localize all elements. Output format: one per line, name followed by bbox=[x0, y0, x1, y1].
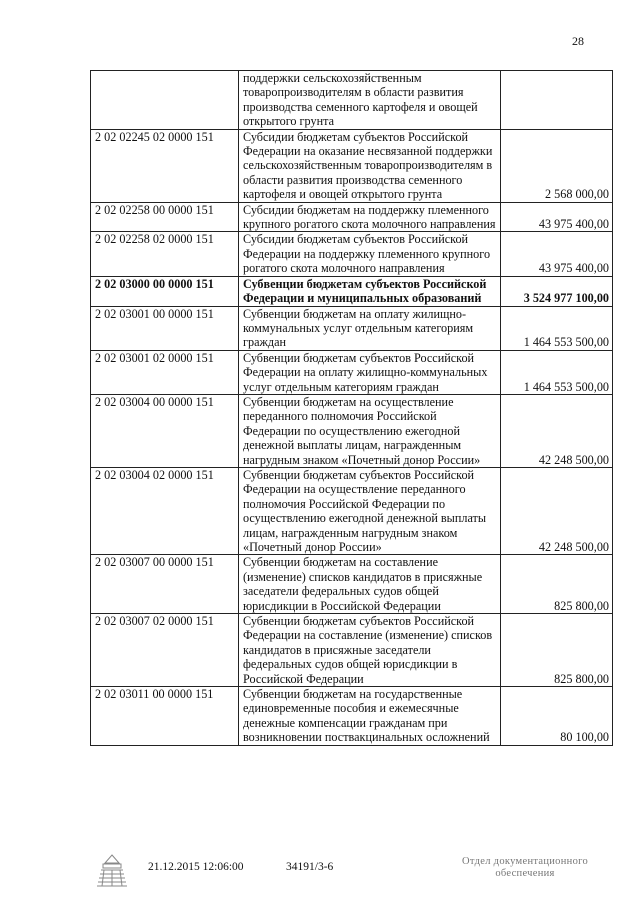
description-cell: Субсидии бюджетам субъектов Российской Федерации на поддержку племенного крупного рогатого скота молочного направления bbox=[239, 232, 501, 276]
budget-table-body bbox=[91, 71, 613, 746]
amount-cell: 42 248 500,00 bbox=[501, 467, 613, 554]
amount-cell: 42 248 500,00 bbox=[501, 394, 613, 467]
stamp-line-2: обеспечения bbox=[495, 868, 555, 879]
table-row bbox=[91, 687, 613, 746]
amount-cell: 825 800,00 bbox=[501, 555, 613, 614]
budget-code-cell: 2 02 03004 00 0000 151 bbox=[91, 394, 239, 467]
budget-code-cell: 2 02 03007 00 0000 151 bbox=[91, 555, 239, 614]
description-cell: Субвенции бюджетам на составление (изменение) списков кандидатов в присяжные заседатели федеральных судов общей юрисдикции в Российской Федерации bbox=[239, 555, 501, 614]
description-cell: Субсидии бюджетам на поддержку племенного крупного рогатого скота молочного направления bbox=[239, 202, 501, 232]
budget-code-cell: 2 02 03011 00 0000 151 bbox=[91, 687, 239, 746]
budget-code-cell: 2 02 02258 02 0000 151 bbox=[91, 232, 239, 276]
table-row bbox=[91, 555, 613, 614]
amount-cell: 825 800,00 bbox=[501, 614, 613, 687]
table-row bbox=[91, 232, 613, 276]
budget-table bbox=[90, 70, 613, 746]
description-cell: Субсидии бюджетам субъектов Российской Федерации на оказание несвязанной поддержки сельскохозяйственным товаропроизводителям в области развития производства семенного картофеля и овощей открытого грунта bbox=[239, 129, 501, 202]
description-cell: Субвенции бюджетам субъектов Российской Федерации на осуществление переданного полномочия Российской Федерации по осуществлению ежегодной денежной выплаты лицам, награжденным нагрудным знаком «Почетный донор России» bbox=[239, 467, 501, 554]
page-number: 28 bbox=[572, 34, 584, 48]
amount-cell: 1 464 553 500,00 bbox=[501, 350, 613, 394]
footer-department-stamp bbox=[440, 856, 610, 880]
table-row bbox=[91, 467, 613, 554]
budget-code-cell: 2 02 03004 02 0000 151 bbox=[91, 467, 239, 554]
amount-cell: 2 568 000,00 bbox=[501, 129, 613, 202]
budget-code-cell: 2 02 02258 00 0000 151 bbox=[91, 202, 239, 232]
table-row bbox=[91, 202, 613, 232]
table-row bbox=[91, 306, 613, 350]
description-cell: Субвенции бюджетам субъектов Российской Федерации и муниципальных образований bbox=[239, 276, 501, 306]
footer-date: 21.12.2015 12:06:00 bbox=[148, 861, 244, 873]
table-row bbox=[91, 614, 613, 687]
table-row bbox=[91, 129, 613, 202]
table-row bbox=[91, 276, 613, 306]
amount-cell: 3 524 977 100,00 bbox=[501, 276, 613, 306]
description-cell: Субвенции бюджетам субъектов Российской Федерации на оплату жилищно-коммунальных услуг отдельным категориям граждан bbox=[239, 350, 501, 394]
amount-cell: 1 464 553 500,00 bbox=[501, 306, 613, 350]
amount-cell: 43 975 400,00 bbox=[501, 202, 613, 232]
description-cell: Субвенции бюджетам субъектов Российской Федерации на составление (изменение) списков кандидатов в присяжные заседатели федеральных судов общей юрисдикции в Российской Федерации bbox=[239, 614, 501, 687]
budget-code-cell: 2 02 03001 00 0000 151 bbox=[91, 306, 239, 350]
footer-document-id: 34191/3-6 bbox=[286, 861, 334, 873]
budget-code-cell: 2 02 03007 02 0000 151 bbox=[91, 614, 239, 687]
description-cell: поддержки сельскохозяйственным товаропроизводителям в области развития производства семенного картофеля и овощей открытого грунта bbox=[239, 71, 501, 130]
budget-code-cell: 2 02 03000 00 0000 151 bbox=[91, 276, 239, 306]
document-seal-icon bbox=[92, 852, 132, 892]
table-row bbox=[91, 350, 613, 394]
stamp-line-1: Отдел документационного bbox=[461, 856, 589, 867]
amount-cell: 43 975 400,00 bbox=[501, 232, 613, 276]
amount-cell: 80 100,00 bbox=[501, 687, 613, 746]
table-row bbox=[91, 71, 613, 130]
amount-cell bbox=[501, 71, 613, 130]
description-cell: Субвенции бюджетам на осуществление переданного полномочия Российской Федерации по осуществлению ежегодной денежной выплаты лицам, награжденным нагрудным знаком «Почетный донор России» bbox=[239, 394, 501, 467]
table-row bbox=[91, 394, 613, 467]
description-cell: Субвенции бюджетам на оплату жилищно-коммунальных услуг отдельным категориям граждан bbox=[239, 306, 501, 350]
budget-code-cell: 2 02 02245 02 0000 151 bbox=[91, 129, 239, 202]
description-cell: Субвенции бюджетам на государственные единовременные пособия и ежемесячные денежные компенсации гражданам при возникновении поствакцинальных осложнений bbox=[239, 687, 501, 746]
budget-code-cell bbox=[91, 71, 239, 130]
budget-code-cell: 2 02 03001 02 0000 151 bbox=[91, 350, 239, 394]
